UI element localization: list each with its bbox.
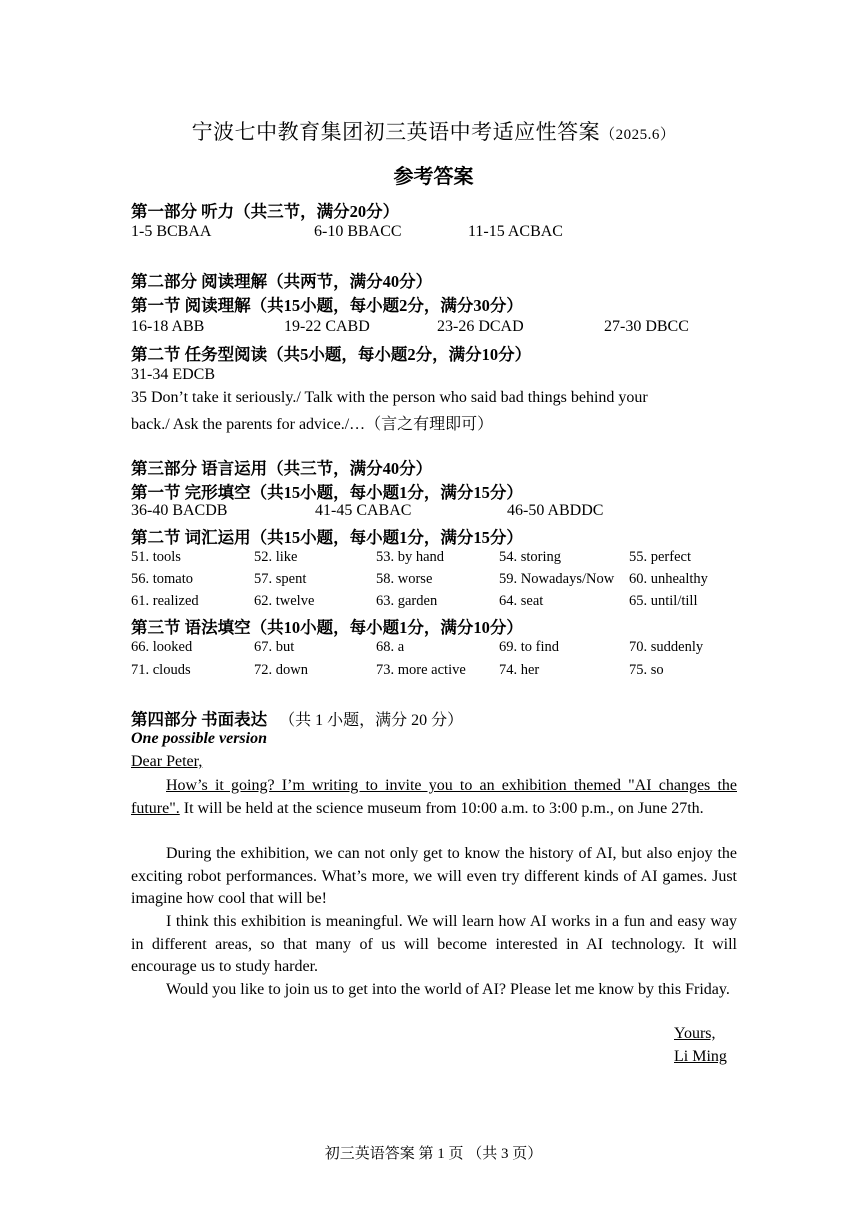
letter-closing: Yours, bbox=[674, 1025, 716, 1042]
part2-s1-answer-1: 16-18 ABB bbox=[131, 318, 205, 335]
vocab-answer: 56. tomato bbox=[131, 571, 194, 587]
letter-paragraph-2: During the exhibition, we can not only get to know the history of AI, but also enjoy the exciting robot performances. What’s more, we will even try different kinds of AI games. Just imagine how cool that will be! bbox=[131, 845, 737, 907]
part1-answer-3: 11-15 ACBAC bbox=[468, 223, 563, 240]
grammar-answer: 72. down bbox=[254, 662, 308, 678]
vocab-answer: 57. spent bbox=[254, 571, 307, 587]
letter-greeting: Dear Peter, bbox=[131, 753, 203, 770]
part3-s1-answer-2: 41-45 CABAC bbox=[315, 502, 412, 519]
title-year: （2025.6） bbox=[600, 127, 676, 143]
part3-s1-answer-1: 36-40 BACDB bbox=[131, 502, 228, 519]
part2-heading: 第二部分 阅读理解（共两节，满分40分） bbox=[131, 272, 433, 291]
q35-answer-line2: back./ Ask the parents for advice./…（言之有理即可） bbox=[131, 416, 494, 433]
vocab-answer: 60. unhealthy bbox=[629, 571, 708, 587]
part4-heading-row bbox=[131, 706, 463, 730]
vocab-answer: 51. tools bbox=[131, 549, 181, 565]
part3-section1-heading: 第一节 完形填空（共15小题，每小题1分，满分15分） bbox=[131, 483, 523, 502]
q35-answer-line1: 35 Don’t take it seriously./ Talk with the person who said bad things behind your bbox=[131, 389, 648, 406]
part3-section2-heading: 第二节 词汇运用（共15小题，每小题1分，满分15分） bbox=[131, 528, 523, 547]
part2-s1-answer-3: 23-26 DCAD bbox=[437, 318, 524, 335]
grammar-answer: 67. but bbox=[254, 639, 295, 655]
vocab-answer: 55. perfect bbox=[629, 549, 691, 565]
grammar-answer: 73. more active bbox=[376, 662, 466, 678]
part3-heading: 第三部分 语言运用（共三节，满分40分） bbox=[131, 459, 433, 478]
vocab-answer: 52. like bbox=[254, 549, 298, 565]
vocab-answer: 53. by hand bbox=[376, 549, 445, 565]
grammar-answer: 70. suddenly bbox=[629, 639, 704, 655]
part2-section1-heading: 第一节 阅读理解（共15小题，每小题2分，满分30分） bbox=[131, 296, 523, 315]
grammar-answer: 75. so bbox=[629, 662, 664, 678]
vocab-answer: 64. seat bbox=[499, 593, 544, 609]
part3-s1-answer-3: 46-50 ABDDC bbox=[507, 502, 604, 519]
part2-s1-answer-4: 27-30 DBCC bbox=[604, 318, 689, 335]
part4-heading: 第四部分 书面表达 bbox=[131, 710, 268, 729]
vocab-answer: 59. Nowadays/Now bbox=[499, 571, 615, 587]
letter-paragraph-3: I think this exhibition is meaningful. We will learn how AI works in a fun and easy way in different areas, so that many of us will become interested in AI technology. It will encourage us to study harder. bbox=[131, 913, 737, 975]
grammar-answer: 66. looked bbox=[131, 639, 193, 655]
page-subtitle: 参考答案 bbox=[393, 166, 474, 188]
vocab-answer: 63. garden bbox=[376, 593, 438, 609]
part2-s2-answer: 31-34 EDCB bbox=[131, 366, 215, 383]
version-label: One possible version bbox=[131, 730, 267, 747]
grammar-answer: 69. to find bbox=[499, 639, 560, 655]
grammar-answer: 74. her bbox=[499, 662, 540, 678]
letter-signature: Li Ming bbox=[674, 1048, 727, 1065]
vocab-answer: 61. realized bbox=[131, 593, 199, 609]
letter-p1-underlined: How’s it going? I’m writing to invite you to an exhibition themed "AI changes the future". bbox=[131, 777, 737, 817]
part4-heading-note: （共 1 小题，满分 20 分） bbox=[279, 712, 464, 729]
letter-paragraph-1 bbox=[131, 775, 737, 820]
part3-section3-heading: 第三节 语法填空（共10小题，每小题1分，满分10分） bbox=[131, 618, 523, 637]
letter-paragraph-4: Would you like to join us to get into the world of AI? Please let me know by this Friday. bbox=[166, 981, 730, 998]
vocab-answer: 54. storing bbox=[499, 549, 562, 565]
part1-answer-1: 1-5 BCBAA bbox=[131, 223, 212, 240]
title-text: 宁波七中教育集团初三英语中考适应性答案 bbox=[191, 120, 601, 144]
page-footer: 初三英语答案 第 1 页 （共 3 页） bbox=[324, 1146, 543, 1162]
vocab-answer: 65. until/till bbox=[629, 593, 698, 609]
page-title bbox=[0, 116, 867, 146]
letter-p1-rest: It will be held at the science museum from 10:00 a.m. to 3:00 p.m., on June 27th. bbox=[179, 799, 704, 817]
grammar-answer: 71. clouds bbox=[131, 662, 191, 678]
grammar-answer: 68. a bbox=[376, 639, 405, 655]
part1-answer-2: 6-10 BBACC bbox=[314, 223, 402, 240]
part2-s1-answer-2: 19-22 CABD bbox=[284, 318, 370, 335]
vocab-answer: 58. worse bbox=[376, 571, 433, 587]
part2-section2-heading: 第二节 任务型阅读（共5小题，每小题2分，满分10分） bbox=[131, 345, 532, 364]
vocab-answer: 62. twelve bbox=[254, 593, 315, 609]
part1-heading: 第一部分 听力（共三节，满分20分） bbox=[131, 202, 400, 221]
